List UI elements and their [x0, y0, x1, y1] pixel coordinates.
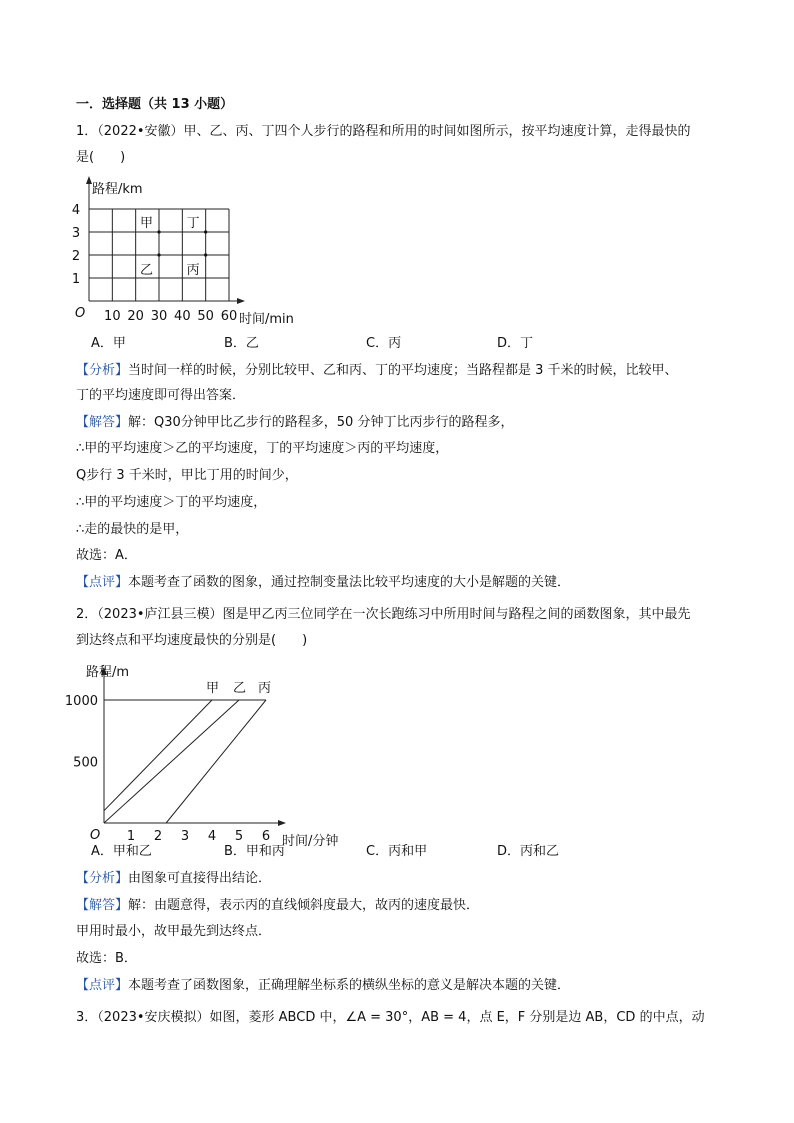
q1-analysis-line1 [76, 361, 678, 381]
q2-stem-line1: 2．（2023•庐江县三模）图是甲乙丙三位同学在一次长跑练习中所用时间与路程之间的函数图象，其中最先 [76, 607, 691, 622]
series-line [104, 700, 212, 811]
q2-comment-line [76, 976, 570, 996]
x-axis-label: 时间/min [239, 312, 294, 327]
q1-analysis-text: 当时间一样的时候，分别比较甲、乙和丙、丁的平均速度；当路程都是 3 千米的时候，比较甲、 [128, 363, 678, 378]
x-axis-arrow [278, 820, 286, 826]
point-label: 丙 [186, 263, 200, 278]
q1-chart [60, 170, 320, 330]
q1-answer-line1 [76, 413, 513, 433]
answer-tag: 【解答】 [76, 898, 129, 913]
q1-answer-line2: ∴甲的平均速度＞乙的平均速度，丁的平均速度＞丙的平均速度， [76, 441, 449, 456]
y-axis-label: 路程/km [92, 182, 143, 197]
series-line [104, 700, 239, 823]
y-tick-label: 3 [71, 226, 81, 241]
y-tick-label: 1 [71, 272, 81, 287]
x-tick-label: 50 [197, 309, 214, 324]
series-label: 乙 [233, 681, 247, 696]
q2-answer-line2: 甲用时最小，故甲最先到达终点． [76, 924, 272, 939]
q2-chart [60, 655, 370, 849]
analysis-tag: 【分析】 [76, 871, 129, 886]
q1-answer-text: 解：Q30分钟甲比乙步行的路程多，50 分钟丁比丙步行的路程多， [128, 415, 514, 430]
x-tick-label: 3 [180, 829, 190, 844]
q1-stem-line2: 是( ) [76, 150, 126, 165]
y-tick-label: 500 [73, 755, 98, 771]
x-axis-arrow [237, 298, 245, 304]
series-label: 丙 [258, 681, 272, 696]
q1-choice: 故选：A． [76, 548, 137, 563]
q1-answer-line5: ∴走的最快的是甲， [76, 522, 189, 537]
q1-answer-line4: ∴甲的平均速度＞丁的平均速度， [76, 495, 267, 510]
q1-answer-line3: Q步行 3 千米时，甲比丁用的时间少， [76, 468, 298, 483]
data-point [157, 253, 160, 256]
comment-tag: 【点评】 [76, 978, 129, 993]
q2-answer-line1 [76, 896, 479, 916]
q2-option-d: D．丙和乙 [497, 844, 560, 859]
x-tick-label: 10 [104, 309, 121, 324]
origin-label: O [75, 306, 86, 321]
y-axis-label: 路程/m [86, 665, 130, 680]
q1-option-d: D．丁 [497, 336, 534, 351]
q2-analysis-text: 由图象可直接得出结论． [128, 871, 272, 886]
x-tick-label: 30 [150, 309, 168, 324]
x-axis-label: 时间/分钟 [282, 834, 339, 849]
q2-option-a: A．甲和乙 [91, 844, 152, 859]
data-point [204, 230, 207, 233]
q2-analysis-line [76, 869, 271, 889]
x-tick-label: 60 [220, 309, 238, 324]
q2-option-b: B．甲和丙 [224, 844, 285, 859]
point-label: 甲 [140, 216, 154, 231]
x-tick-label: 2 [153, 829, 163, 844]
point-label: 丁 [186, 216, 200, 231]
x-tick-label: 40 [174, 309, 191, 324]
q2-comment-text: 本题考查了函数图象，正确理解坐标系的横纵坐标的意义是解决本题的关键． [128, 978, 571, 993]
q2-answer-text: 解：由题意得，表示丙的直线倾斜度最大，故丙的速度最快． [128, 898, 480, 913]
analysis-tag: 【分析】 [76, 363, 129, 378]
data-point [157, 230, 160, 233]
y-tick-label: 1000 [64, 694, 98, 709]
section-title: 一．选择题（共 13 小题） [76, 97, 234, 112]
q1-comment-line [76, 573, 570, 593]
data-point [204, 253, 207, 256]
q3-stem-line1: 3．（2023•安庆模拟）如图，菱形 ABCD 中，∠A = 30°，AB = 4，点 E，F 分别是边 AB，CD 的中点，动 [76, 1010, 705, 1025]
q2-option-c: C．丙和甲 [366, 844, 428, 859]
point-label: 乙 [140, 263, 154, 278]
q1-option-b: B．乙 [224, 336, 259, 351]
q1-option-a: A．甲 [91, 336, 126, 351]
series-line [166, 700, 266, 823]
x-tick-label: 6 [261, 829, 271, 844]
comment-tag: 【点评】 [76, 575, 129, 590]
x-tick-label: 1 [126, 829, 136, 844]
origin-label: O [90, 828, 101, 843]
x-tick-label: 20 [127, 309, 144, 324]
y-tick-label: 2 [71, 249, 81, 264]
q1-option-c: C．丙 [366, 336, 402, 351]
x-tick-label: 5 [234, 829, 244, 844]
q2-stem-line2: 到达终点和平均速度最快的分别是( ) [76, 633, 308, 648]
y-tick-label: 4 [71, 203, 81, 218]
q1-comment-text: 本题考查了函数的图象，通过控制变量法比较平均速度的大小是解题的关键． [128, 575, 571, 590]
q1-analysis-line2: 丁的平均速度即可得出答案． [76, 388, 246, 403]
q1-stem-line1: 1．（2022•安徽）甲、乙、丙、丁四个人步行的路程和所用的时间如图所示，按平均速度计算，走得最快的 [76, 124, 691, 139]
x-tick-label: 4 [207, 829, 217, 844]
q2-choice: 故选：B． [76, 951, 137, 966]
answer-tag: 【解答】 [76, 415, 129, 430]
series-label: 甲 [206, 681, 220, 696]
